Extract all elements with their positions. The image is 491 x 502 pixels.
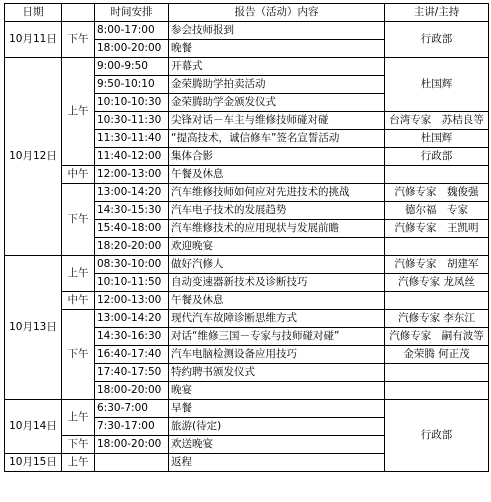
period-cell: 下午 [62, 22, 95, 58]
time-cell: 10:30-11:30 [95, 112, 169, 130]
time-cell: 18:20-20:00 [95, 238, 169, 256]
period-cell: 上午 [62, 454, 95, 472]
time-cell: 16:40-17:40 [95, 346, 169, 364]
content-cell: 对话“维修三国－专家与技师碰对碰” [169, 328, 385, 346]
speaker-cell [385, 292, 489, 310]
table-row [5, 58, 489, 76]
table-row [5, 22, 489, 40]
time-cell: 18:00-20:00 [95, 382, 169, 400]
time-cell: 14:30-15:30 [95, 202, 169, 220]
content-cell: 汽车维修技术的应用现状与发展前瞻 [169, 220, 385, 238]
speaker-cell: 行政部 [385, 400, 489, 472]
table-row [5, 184, 489, 202]
header-row [5, 4, 489, 22]
period-cell: 中午 [62, 292, 95, 310]
date-cell: 10月13日 [5, 256, 62, 400]
speaker-cell: 汽修专家 胡建军 [385, 256, 489, 274]
header-time: 时间安排 [95, 4, 169, 22]
time-cell: 7:30-17:00 [95, 418, 169, 436]
time-cell: 8:00-17:00 [95, 22, 169, 40]
content-cell: 午餐及休息 [169, 292, 385, 310]
content-cell: 尖锋对话－车主与维修技师碰对碰 [169, 112, 385, 130]
date-cell: 10月15日 [5, 454, 62, 472]
period-cell: 下午 [62, 310, 95, 400]
header-content: 报告（活动）内容 [169, 4, 385, 22]
speaker-cell: 杜国辉 [385, 58, 489, 112]
time-cell: 14:30-16:30 [95, 328, 169, 346]
speaker-cell: 汽修专家 嗣有波等 [385, 328, 489, 346]
content-cell: “提高技术，诚信修车”签名宣誓活动 [169, 130, 385, 148]
date-cell: 10月11日 [5, 22, 62, 58]
content-cell: 金荣腾助学金颁发仪式 [169, 94, 385, 112]
period-cell: 下午 [62, 436, 95, 454]
content-cell: 旅游(待定) [169, 418, 385, 436]
content-cell: 晚餐 [169, 40, 385, 58]
content-cell: 汽车电脑检测设备应用技巧 [169, 346, 385, 364]
period-cell: 上午 [62, 400, 95, 436]
content-cell: 汽车维修技师如何应对先进技术的挑战 [169, 184, 385, 202]
time-cell: 10:10-11:50 [95, 274, 169, 292]
time-cell: 18:00-20:00 [95, 40, 169, 58]
header-speaker: 主讲/主持 [385, 4, 489, 22]
content-cell: 早餐 [169, 400, 385, 418]
content-cell: 汽车电子技术的发展趋势 [169, 202, 385, 220]
speaker-cell [385, 166, 489, 184]
period-cell: 上午 [62, 256, 95, 292]
table-row [5, 256, 489, 274]
speaker-cell: 德尔福 专家 [385, 202, 489, 220]
speaker-cell: 汽修专家 李东江 [385, 310, 489, 328]
speaker-cell: 杜国辉 [385, 130, 489, 148]
table-row [5, 292, 489, 310]
time-cell: 13:00-14:20 [95, 184, 169, 202]
content-cell: 午餐及休息 [169, 166, 385, 184]
time-cell: 9:50-10:10 [95, 76, 169, 94]
time-cell: 6:30-7:00 [95, 400, 169, 418]
content-cell: 返程 [169, 454, 385, 472]
content-cell: 晚宴 [169, 382, 385, 400]
speaker-cell [385, 238, 489, 256]
header-date: 日期 [5, 4, 62, 22]
time-cell: 12:00-13:00 [95, 292, 169, 310]
speaker-cell [385, 364, 489, 382]
speaker-cell: 行政部 [385, 148, 489, 166]
content-cell: 做好汽修人 [169, 256, 385, 274]
table-row [5, 166, 489, 184]
period-cell: 中午 [62, 166, 95, 184]
speaker-cell: 金荣腾 何正茂 [385, 346, 489, 364]
content-cell: 开幕式 [169, 58, 385, 76]
period-cell: 上午 [62, 58, 95, 166]
time-cell: 13:00-14:20 [95, 310, 169, 328]
header-period [62, 4, 95, 22]
speaker-cell: 汽修专家 龙凤丝 [385, 274, 489, 292]
date-cell: 10月12日 [5, 58, 62, 256]
content-cell: 特约聘书颁发仪式 [169, 364, 385, 382]
content-cell: 欢送晚宴 [169, 436, 385, 454]
time-cell: 17:40-17:50 [95, 364, 169, 382]
speaker-cell: 汽修专家 魏俊强 [385, 184, 489, 202]
time-cell: 15:40-18:00 [95, 220, 169, 238]
content-cell: 自动变速器新技术及诊断技巧 [169, 274, 385, 292]
time-cell: 10:10-10:30 [95, 94, 169, 112]
speaker-cell: 行政部 [385, 22, 489, 58]
table-row [5, 310, 489, 328]
time-cell: 08:30-10:00 [95, 256, 169, 274]
speaker-cell: 台湾专家 苏桔良等 [385, 112, 489, 130]
schedule-table [4, 3, 489, 472]
speaker-cell [385, 382, 489, 400]
time-cell: 11:40-12:00 [95, 148, 169, 166]
table-row [5, 400, 489, 418]
content-cell: 金荣腾助学拍卖活动 [169, 76, 385, 94]
content-cell: 欢迎晚宴 [169, 238, 385, 256]
speaker-cell: 汽修专家 王凯明 [385, 220, 489, 238]
date-cell: 10月14日 [5, 400, 62, 454]
content-cell: 集体合影 [169, 148, 385, 166]
content-cell: 现代汽车故障诊断思维方式 [169, 310, 385, 328]
time-cell: 18:00-20:00 [95, 436, 169, 454]
content-cell: 参会技师报到 [169, 22, 385, 40]
time-cell: 12:00-13:00 [95, 166, 169, 184]
time-cell: 11:30-11:40 [95, 130, 169, 148]
time-cell [95, 454, 169, 472]
period-cell: 下午 [62, 184, 95, 256]
time-cell: 9:00-9:50 [95, 58, 169, 76]
